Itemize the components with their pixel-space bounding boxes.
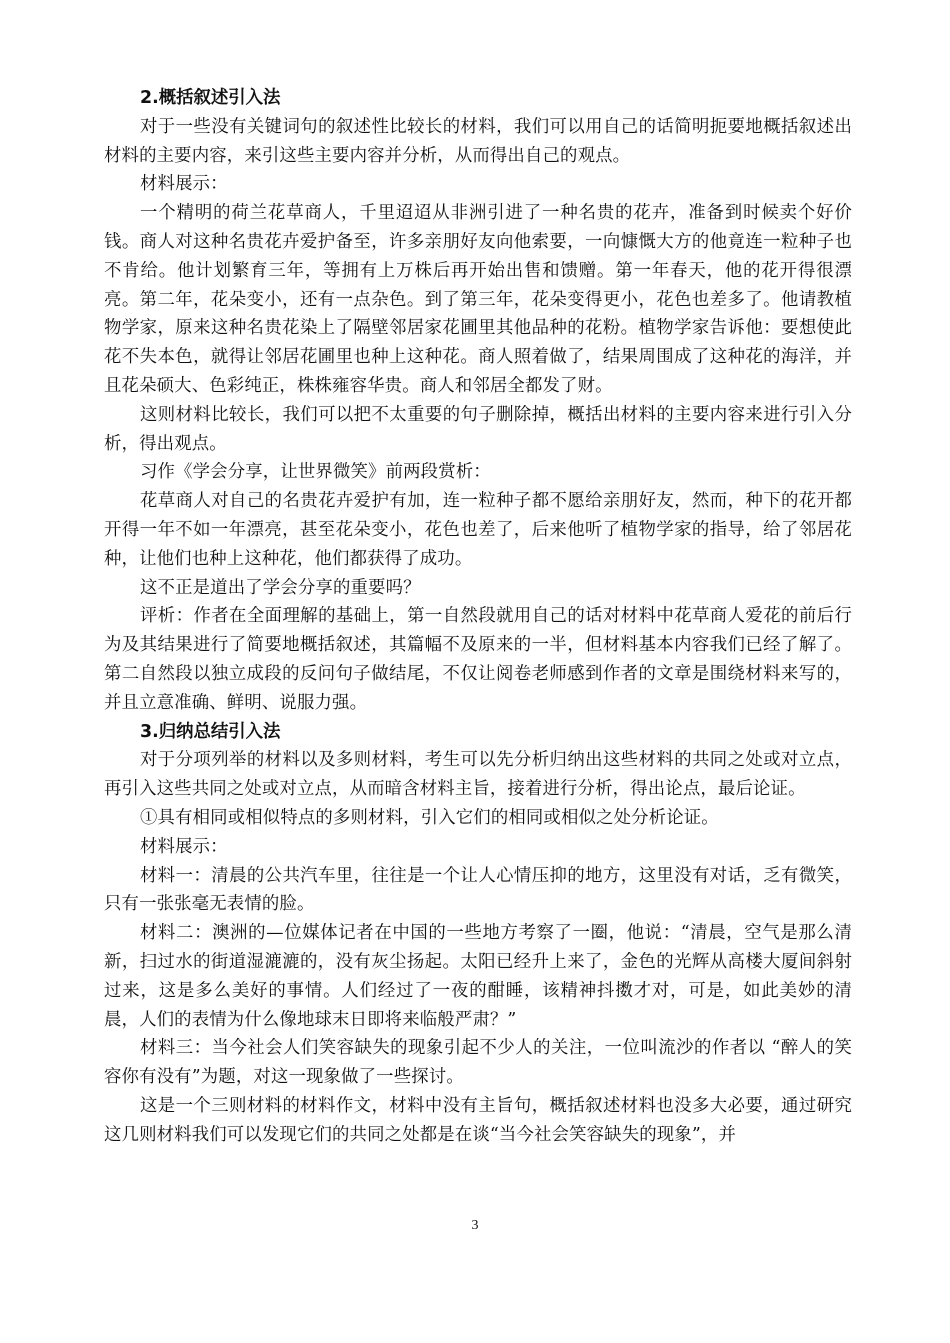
material-text: 一个精明的荷兰花草商人，千里迢迢从非洲引进了一种名贵的花卉，准备到时候卖个好价钱。商人对这种名贵花卉爱护备至，许多亲朋好友向他索要，一向慷慨大方的他竟连一粒种子也不肯给。他计划繁育三年，等拥有上万株后再开始出售和馈赠。第一年春天，他的花开得很漂亮。第二年，花朵变小，还有一点杂色。到了第三年，花朵变得更小，花色也差多了。他请教植物学家，原来这种名贵花染上了隔壁邻居家花圃里其他品种的花粉。植物学家告诉他：要想使此花不失本色，就得让邻居花圃里也种上这种花。商人照着做了，结果周围成了这种花的海洋，并且花朵硕大、色彩纯正，株株雍容华贵。商人和邻居全都发了财。 <box>104 203 852 396</box>
material-label: 材料展示： <box>140 836 228 857</box>
material-text: 材料二：澳洲的—位媒体记者在中国的一些地方考察了一圈，他说：“清晨，空气是那么清新，扫过水的街道湿漉漉的，没有灰尘扬起。太阳已经升上来了，金色的光辉从高楼大厦间斜射过来，这是多么美好的事情。人们经过了一夜的酣睡，该精神抖擞才对，可是，如此美妙的清晨，人们的表情为什么像地球末日即将来临般严肃？” <box>104 923 852 1030</box>
material-text: 材料一：清晨的公共汽车里，往往是一个让人心情压抑的地方，这里没有对话，乏有微笑，只有一张张毫无表情的脸。 <box>104 865 852 915</box>
section-heading: 2.概括叙述引入法 <box>140 88 281 108</box>
document-body <box>104 84 852 1149</box>
point-paragraph: ①具有相同或相似特点的多则材料，引入它们的相同或相似之处分析论证。 <box>140 807 719 828</box>
page-number: 3 <box>471 1218 479 1233</box>
essay-paragraph: 花草商人对自己的名贵花卉爱护有加，连一粒种子都不愿给亲朋好友，然而，种下的花开都开得一年不如一年漂亮，甚至花朵变小，花色也差了，后来他听了植物学家的指导，给了邻居花种，让他们也种上这种花，他们都获得了成功。 <box>104 491 852 569</box>
essay-paragraph: 这不正是道出了学会分享的重要吗？ <box>140 577 421 598</box>
comment-paragraph: 评析：作者在全面理解的基础上，第一自然段就用自己的话对材料中花草商人爱花的前后行为及其结果进行了简要地概括叙述，其篇幅不及原来的一半，但材料基本内容我们已经了解了。第二自然段以独立成段的反问句子做结尾，不仅让阅卷老师感到作者的文章是围绕材料来写的，并且立意准确、鲜明、说服力强。 <box>104 606 852 713</box>
material-text: 材料三：当今社会人们笑容缺失的现象引起不少人的关注，一位叫流沙的作者以 “醉人的笑容你有没有”为题，对这一现象做了一些探讨。 <box>104 1038 852 1088</box>
paragraph: 对于分项列举的材料以及多则材料，考生可以先分析归纳出这些材料的共同之处或对立点，再引入这些共同之处或对立点，从而暗含材料主旨，接着进行分析，得出论点，最后论证。 <box>104 750 852 800</box>
material-label: 材料展示： <box>140 174 228 195</box>
essay-title: 习作《学会分享，让世界微笑》前两段赏析： <box>140 462 491 483</box>
paragraph: 对于一些没有关键词句的叙述性比较长的材料，我们可以用自己的话简明扼要地概括叙述出材料的主要内容，来引这些主要内容并分析，从而得出自己的观点。 <box>104 116 852 166</box>
section-heading: 3.归纳总结引入法 <box>140 721 281 742</box>
paragraph: 这是一个三则材料的材料作文，材料中没有主旨句，概括叙述材料也没多大必要，通过研究这几则材料我们可以发现它们的共同之处都是在谈“当今社会笑容缺失的现象”，并 <box>104 1095 852 1145</box>
paragraph: 这则材料比较长，我们可以把不太重要的句子删除掉，概括出材料的主要内容来进行引入分析，得出观点。 <box>104 404 852 454</box>
